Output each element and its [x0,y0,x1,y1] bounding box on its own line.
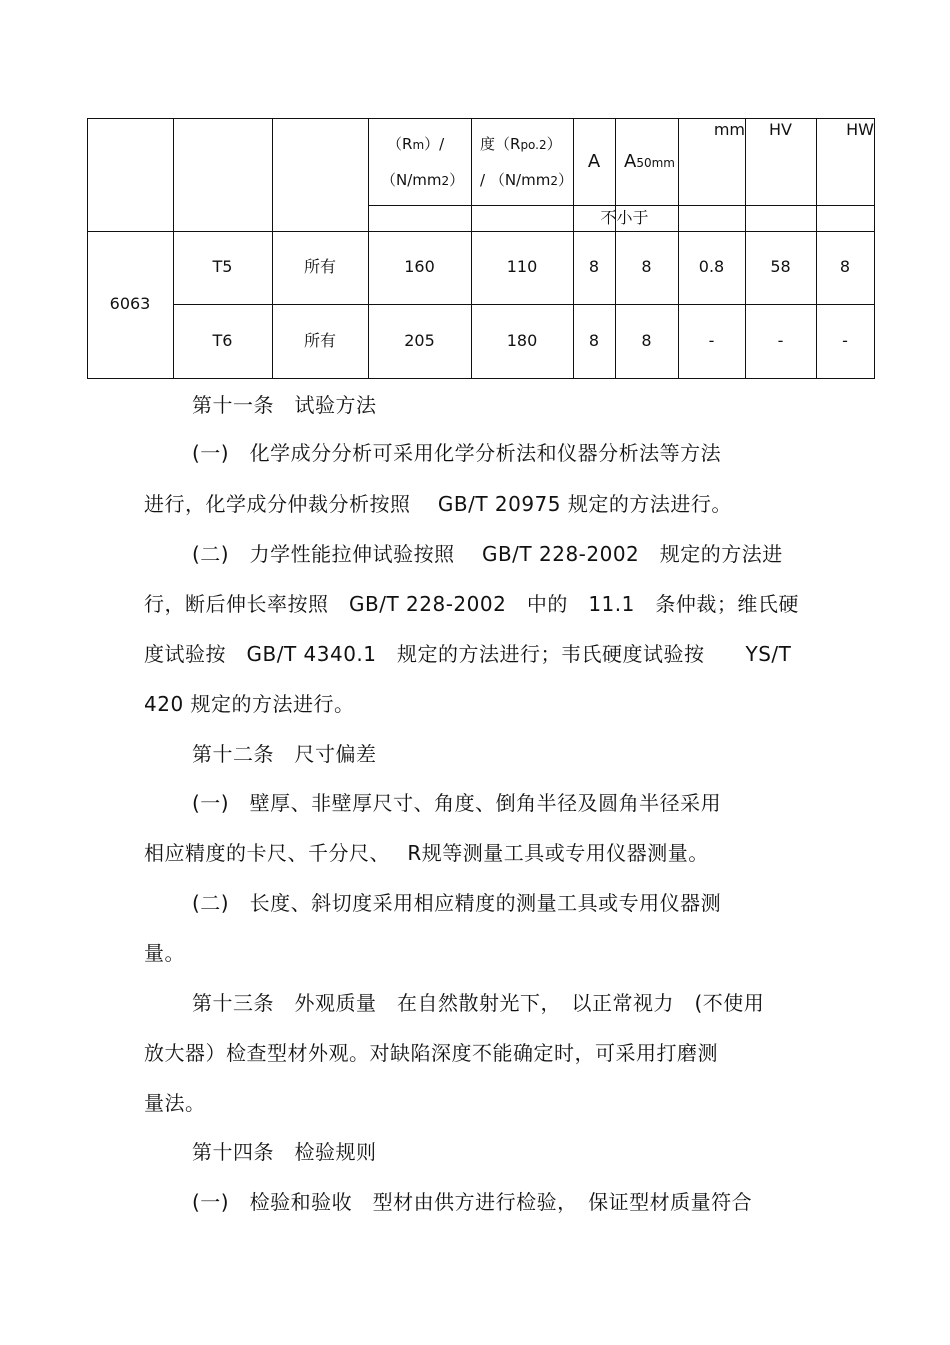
table-cell-hw: 8 [839,257,851,276]
paragraph-line: 度试验按 GB/T 4340.1 规定的方法进行；韦氏硬度试验按 YS/T [144,642,792,666]
header-rm-line1: （Rm）/ [387,135,445,153]
paragraph-line: 量。 [144,941,185,965]
table-cell-wall: 0.8 [698,257,725,276]
article-14-heading: 第十四条 检验规则 [192,1140,377,1164]
article-11-heading: 第十一条 试验方法 [192,393,377,417]
table-cell-a50: 8 [641,257,652,276]
paragraph-line: 420 规定的方法进行。 [144,692,355,716]
table-border-bottom [87,378,875,379]
table-cell-hv: - [777,331,784,350]
table-cell-rm: 205 [404,331,435,350]
table-rule-row-divider [173,304,875,305]
header-mm: mm [713,120,745,139]
table-cell-rp: 180 [506,331,538,350]
header-rp-unit: / （N/mm2） [480,171,573,189]
paragraph-line: 进行，化学成分仲裁分析按照 GB/T 20975 规定的方法进行。 [144,492,732,516]
paragraph-line: (一) 壁厚、非壁厚尺寸、角度、倒角半径及圆角半径采用 [192,791,722,815]
paragraph-line: 相应精度的卡尺、千分尺、 R规等测量工具或专用仪器测量。 [144,841,709,865]
table-rule-min-note [368,205,875,206]
table-border-right [874,118,875,379]
article-12-heading: 第十二条 尺寸偏差 [192,742,377,766]
table-rule-header-bottom [87,231,875,232]
header-rm-unit: （N/mm2） [381,171,465,189]
paragraph-line: (一) 化学成分分析可采用化学分析法和仪器分析法等方法 [192,441,722,465]
paragraph-line: (二) 力学性能拉伸试验按照 GB/T 228-2002 规定的方法进 [192,542,783,566]
paragraph-line: 放大器）检查型材外观。对缺陷深度不能确定时，可采用打磨测 [144,1041,718,1065]
header-a50mm: A50mm [624,151,675,172]
table-cell-a: 8 [588,257,600,276]
paragraph-line: 行，断后伸长率按照 GB/T 228-2002 中的 11.1 条仲裁；维氏硬 [144,592,799,616]
alloy-cell: 6063 [109,294,151,313]
table-cell-rp: 110 [506,257,538,276]
table-cell-a50: 8 [641,331,652,350]
table-border-left [87,118,88,379]
table-cell-rm: 160 [404,257,435,276]
header-hv: HV [769,120,792,139]
header-min-note: 不小于 [600,208,649,227]
table-cell-wall: - [708,331,715,350]
paragraph-line: 量法。 [144,1091,206,1115]
table-cell-a: 8 [588,331,600,350]
table-cell-hw: - [842,331,848,350]
table-cell-temper: T5 [212,257,233,276]
table-cell-temper: T6 [212,331,233,350]
table-cell-thickness: 所有 [303,257,336,276]
paragraph-line: (二) 长度、斜切度采用相应精度的测量工具或专用仪器测 [192,891,722,915]
article-13-heading: 第十三条 外观质量 在自然散射光下， 以正常视力 (不使用 [192,991,765,1015]
table-cell-thickness: 所有 [303,331,336,350]
header-hw: HW [846,120,874,139]
header-rp-line1: 度（Rpo.2） [480,135,562,153]
mechanical-properties-table [87,118,875,379]
paragraph-line: (一) 检验和验收 型材由供方进行检验， 保证型材质量符合 [192,1190,753,1214]
table-border-top [87,118,875,119]
table-cell-hv: 58 [770,257,791,276]
header-a: A [587,151,601,172]
